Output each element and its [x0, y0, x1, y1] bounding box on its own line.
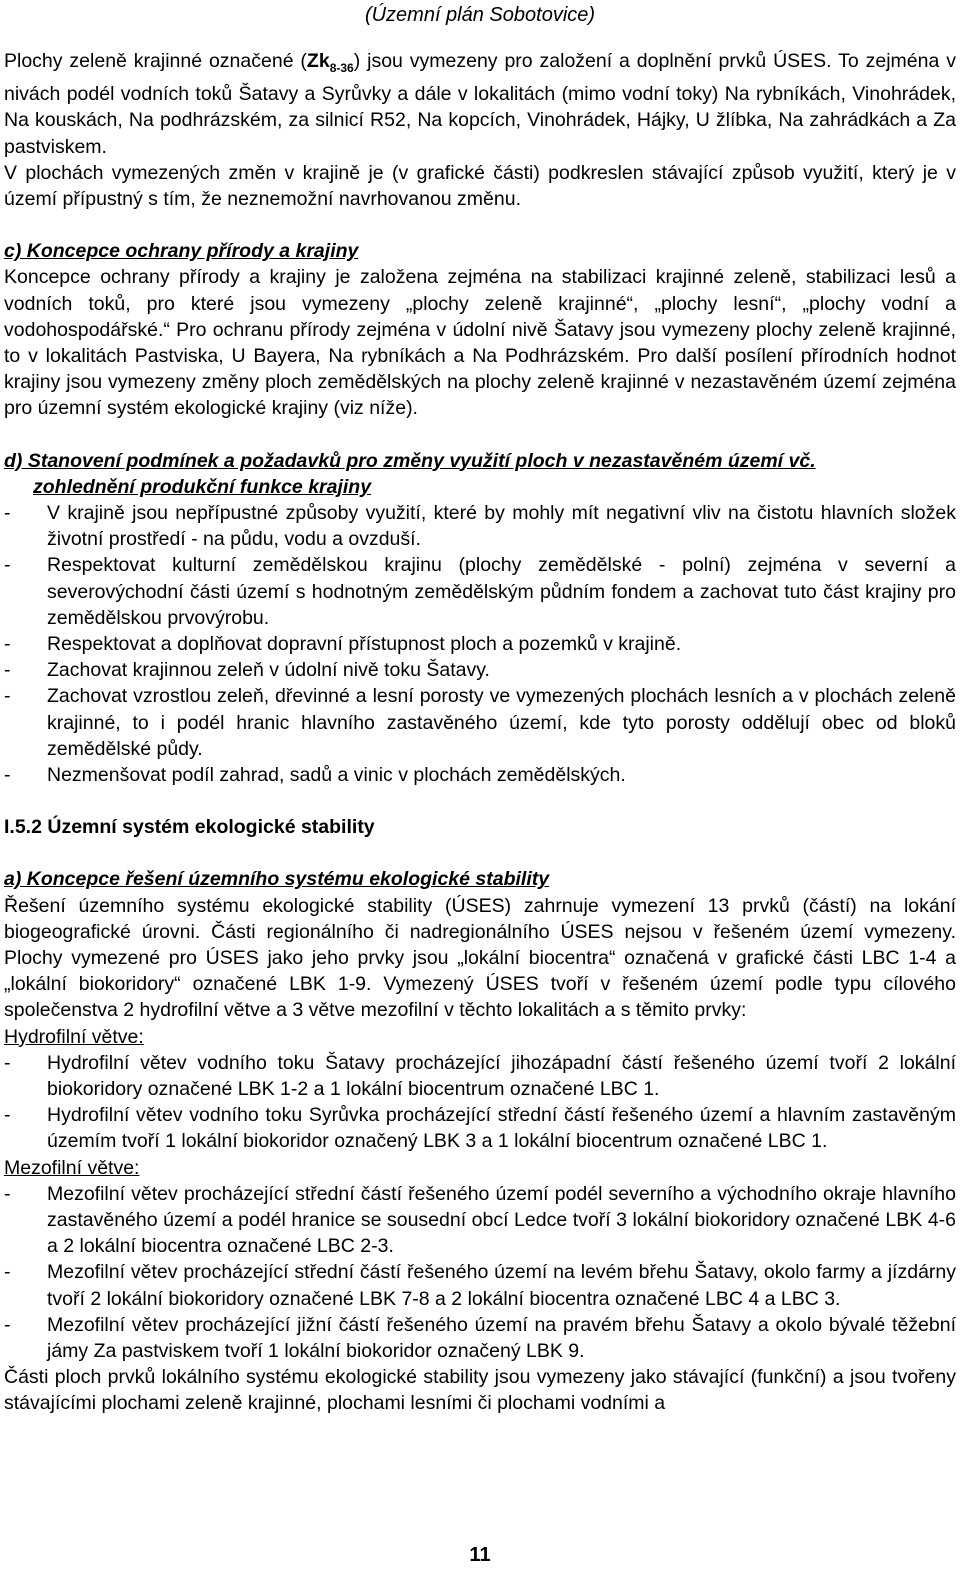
section-a-body: Řešení územního systému ekologické stability (ÚSES) zahrnuje vymezení 13 prvků (částí) na lokání biogeografické úrovni. Části regionálního či nadregionálního ÚSES nejsou v řešeném území vymezeny. Plochy vymezené pro ÚSES jako jeho prvky jsou „lokální biocentra“ označená v grafické části LBC 1-4 a „lokální biokoridory“ označené LBK 1-9. Vymezený ÚSES tvoří v řešeném území podle typu cílového společenstva 2 hydrofilní větve a 3 větve mezofilní v těchto lokalitách a s těmito prvky:	[4, 894, 956, 1022]
section-d-heading-line1: d) Stanovení podmínek a požadavků pro změny využití ploch v nezastavěném území vč.	[4, 449, 816, 472]
page-content	[4, 48, 956, 1417]
document-header: (Územní plán Sobotovice)	[364, 4, 596, 26]
closing-paragraph: Části ploch prvků lokálního systému ekologické stability jsou vymezeny jako stávající (funkční) a jsou tvořeny stávajícími plochami zeleně krajinné, plochami lesními či plochami vodními a	[4, 1366, 956, 1415]
section-c-heading: c) Koncepce ochrany přírody a krajiny	[4, 240, 359, 263]
list-item: - Mezofilní větev procházející střední částí řešeného území na levém břehu Šatavy, okolo farmy a jízdárny tvoří 2 lokální biokoridory označené LBK 7-8 a 2 lokální biocentra označené LBC 4 a LBC 3.	[4, 1261, 956, 1310]
list-item: - Zachovat krajinnou zeleň v údolní nivě toku Šatavy.	[4, 659, 490, 682]
section-d-list	[4, 500, 956, 788]
intro-paragraph-1: Plochy zeleně krajinné označené $(Zk_{8-36})$ jsou vymezeny pro založení a doplnění prvků ÚSES. To zejména v nivách podél vodních toků Šatavy a Syrůvky a dále v lokalitách (mimo vodní toky) Na rybníkách, Vinohrádek, Na kouskách, Na podhrázském, za silnicí R52, Na kopcích, Vinohrádek, Hájky, U žlíbka, Na zahrádkách a Za pastviskem.	[4, 50, 956, 158]
page-number: 11	[469, 1544, 491, 1566]
list-item: - Zachovat vzrostlou zeleň, dřevinné a lesní porosty ve vymezených plochách lesních a v plochách zeleně krajinné, to i podél hranic hlavního zastavěného území, kde tyto porosty oddělují obec od bloků zemědělské půdy.	[4, 685, 956, 760]
mezofilni-list	[4, 1181, 956, 1364]
list-item: - Mezofilní větev procházející střední částí řešeného území podél severního a východního okraje hlavního zastavěného území a podél hranice se sousední obcí Ledce tvoří 3 lokální biokoridory označené LBK 4-6 a 2 lokální biocentra označené LBC 2-3.	[4, 1182, 956, 1258]
section-a-heading: a) Koncepce řešení územního systému ekologické stability	[4, 868, 550, 891]
list-item: - Hydrofilní větev vodního toku Syrůvka procházející střední částí řešeného území a hlavním zastavěným územím tvoří 1 lokální biokoridor označený LBK 3 a 1 lokální biocentrum označené LBC 1.	[4, 1104, 956, 1153]
hydrofilni-list	[4, 1050, 956, 1155]
mezofilni-label: Mezofilní větve:	[4, 1156, 140, 1179]
zone-code: $Zk_{8-36}$	[306, 50, 354, 75]
list-item: - Hydrofilní větev vodního toku Šatavy procházející jihozápadní částí řešeného území tvoří 2 lokální biokoridory označené LBK 1-2 a 1 lokální biocentrum označené LBC 1.	[4, 1051, 956, 1100]
intro-paragraph-2: V plochách vymezených změn v krajině je (v grafické části) podkreslen stávající způsob využití, který je v území přípustný s tím, že neznemožní navrhovanou změnu.	[4, 161, 956, 210]
list-item: - Nezmenšovat podíl zahrad, sadů a vinic v plochách zemědělských.	[4, 763, 626, 786]
section-c-body: Koncepce ochrany přírody a krajiny je založena zejména na stabilizaci krajinné zeleně, stabilizaci lesů a vodních toků, pro které jsou vymezeny „plochy zeleně krajinné“, „plochy lesní“, „plochy vodní a vodohospodářské.“ Pro ochranu přírody zejména v údolní nivě Šatavy jsou vymezeny plochy zeleně krajinné, to v lokalitách Pastviska, U Bayera, Na rybníkách a Na Podhrázském. Pro další posílení přírodních hodnot krajiny jsou vymezeny změny ploch zemědělských na plochy zeleně krajinné v nezastavěném území zejména pro územní systém ekologické krajiny (viz níže).	[4, 266, 956, 420]
list-item: - Respektovat kulturní zemědělskou krajinu (plochy zemědělské - polní) zejména v severní a severovýchodní části území s hodnotným zemědělským půdním fondem a zachovat tuto část krajiny pro zemědělskou prvovýrobu.	[4, 554, 956, 629]
section-152-heading: I.5.2 Územní systém ekologické stability	[4, 816, 375, 839]
list-item: - V krajině jsou nepřípustné způsoby využití, které by mohly mít negativní vliv na čistotu hlavních složek životní prostředí - na půdu, vodu a ovzduší.	[4, 501, 956, 551]
list-item: - Mezofilní větev procházející jižní částí řešeného území na pravém břehu Šatavy a okolo bývalé těžební jámy Za pastviskem tvoří 1 lokální biokoridor označený LBK 9.	[4, 1313, 956, 1363]
hydrofilni-label: Hydrofilní větve:	[4, 1025, 144, 1048]
list-item: - Respektovat a doplňovat dopravní přístupnost ploch a pozemků v krajině.	[4, 632, 682, 655]
section-d-heading-line2: zohlednění produkční funkce krajiny	[33, 475, 372, 498]
